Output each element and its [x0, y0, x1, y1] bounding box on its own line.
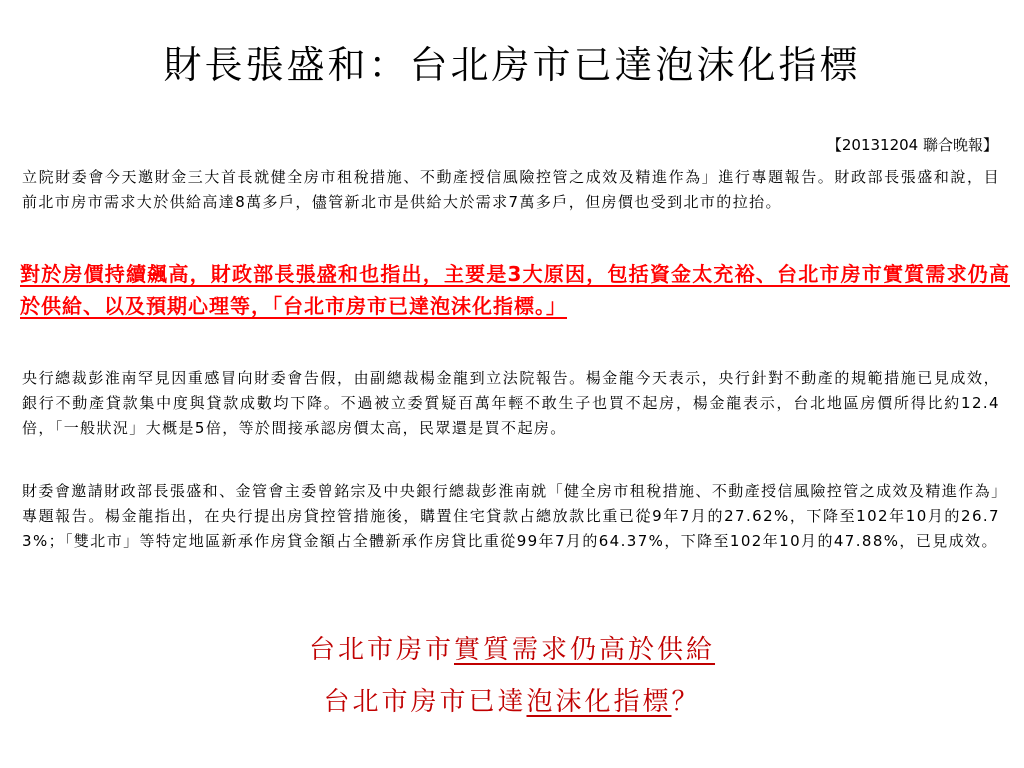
conclusion-line2-question-mark: ？: [671, 687, 701, 717]
paragraph-finance-committee: 立院財委會今天邀財金三大首長就健全房市租稅措施、不動產授信風險控管之成效及精進作為」進行專題報告。財政部長張盛和說，目前北市房市需求大於供給高達8萬多戶，儘管新北市是供給大於需求7萬多戶，但房價也受到北市的拉抬。: [22, 168, 1000, 211]
conclusion-line-demand: [0, 632, 1024, 668]
paragraph-mortgage-statistics: 財委會邀請財政部長張盛和、金管會主委曾銘宗及中央銀行總裁彭淮南就「健全房市租稅措施、不動產授信風險控管之成效及精進作為」專題報告。楊金龍指出，在央行提出房貸控管措施後，購置住宅貸款占總放款比重已從9年7月的27.62%，下降至102年10月的26.73%；「雙北市」等特定地區新承作房貸金額占全體新承作房貸比重從99年7月的64.37%，下降至102年10月的47.88%，已見成效。: [22, 482, 1000, 550]
slide-title: 財長張盛和：台北房市已達泡沫化指標: [163, 43, 861, 87]
conclusion-line2-emphasis: 泡沫化指標: [526, 687, 672, 717]
paragraph-central-bank: 央行總裁彭淮南罕見因重感冒向財委會告假，由副總裁楊金龍到立法院報告。楊金龍今天表示，央行針對不動產的規範措施已見成效，銀行不動產貸款集中度與貸款成數均下降。不過被立委質疑百萬年輕不敢生子也買不起房，楊金龍表示，台北地區房價所得比約12.4倍，「一般狀況」大概是5倍，等於間接承認房價太高，民眾還是買不起房。: [22, 369, 1000, 437]
conclusion-line1-emphasis: 實質需求仍高於供給: [454, 635, 716, 665]
conclusion-line2-prefix: 台北市房市已達: [323, 687, 527, 717]
conclusion-line1-prefix: 台北市房市: [308, 635, 454, 665]
conclusion-line-bubble: [0, 684, 1024, 720]
highlighted-paragraph-bubble-indicator: 對於房價持續飆高，財政部長張盛和也指出，主要是3大原因，包括資金太充裕、台北市房市實質需求仍高於供給、以及預期心理等，「台北市房市已達泡沫化指標。」: [20, 262, 1010, 318]
news-source-date: 【20131204 聯合晚報】: [826, 136, 998, 154]
